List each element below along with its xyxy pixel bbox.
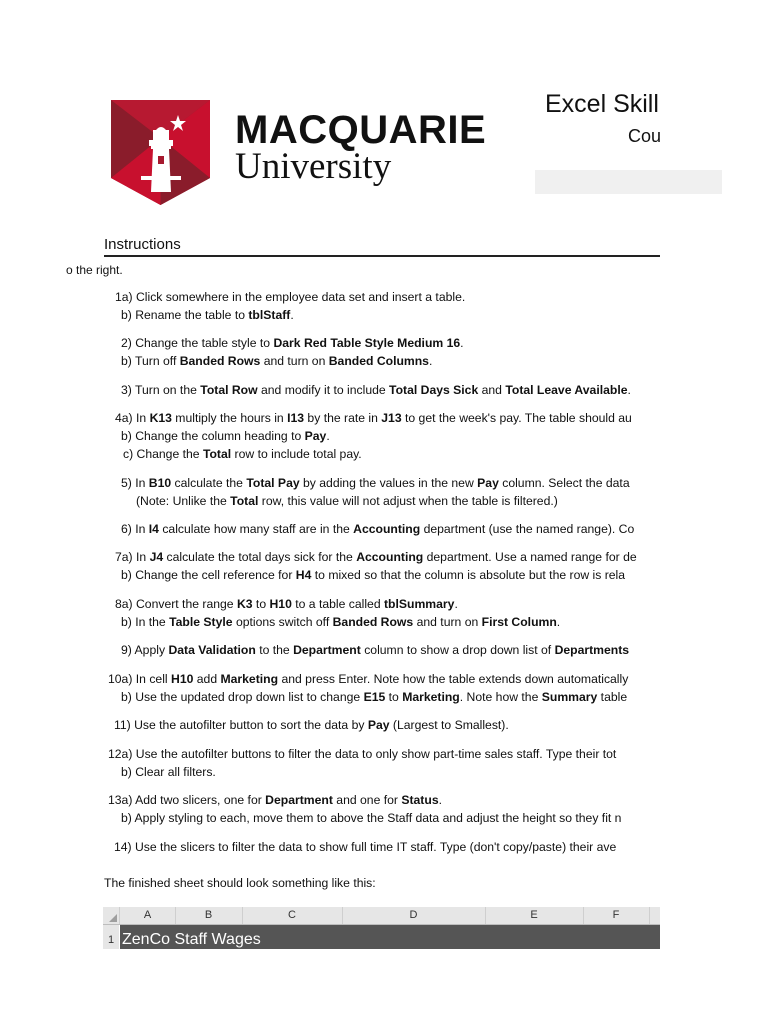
instruction-line: 9) Apply Data Validation to the Department column to show a drop down list of Departments <box>121 643 630 657</box>
instruction-line: 1a) Click somewhere in the employee data set and insert a table. <box>115 290 466 304</box>
instruction-line: 14) Use the slicers to filter the data to show full time IT staff. Type (don't copy/paste) their ave <box>114 840 617 854</box>
corner-triangle-icon <box>109 914 117 922</box>
instruction-line: 6) In I4 calculate how many staff are in the Accounting department (use the named range). Co <box>121 522 635 536</box>
document-subtitle: Cou <box>628 126 662 146</box>
instruction-line: 12a) Use the autofilter buttons to filter the data to only show part-time sales staff. Type their tot <box>108 747 617 761</box>
column-header-e[interactable]: E <box>485 907 584 924</box>
instructions-heading: Instructions <box>104 236 181 253</box>
brand-subtitle: University <box>235 146 392 187</box>
column-header-row <box>103 907 660 925</box>
instruction-line: c) Change the Total row to include total pay. <box>123 447 362 461</box>
instruction-line: b) Apply styling to each, move them to above the Staff data and adjust the height so they fit n <box>121 811 622 825</box>
sheet-title-band <box>120 925 660 949</box>
instruction-line: b) Rename the table to tblStaff. <box>121 308 294 322</box>
instruction-line: b) Clear all filters. <box>121 765 216 779</box>
instruction-line: b) Change the cell reference for H4 to mixed so that the column is absolute but the row is rela <box>121 568 626 582</box>
instruction-line: 8a) Convert the range K3 to H10 to a table called tblSummary. <box>115 597 458 611</box>
instruction-line: b) Turn off Banded Rows and turn on Banded Columns. <box>121 354 433 368</box>
column-header-c[interactable]: C <box>242 907 343 924</box>
brand-name: MACQUARIE <box>235 108 487 152</box>
instruction-line: b) In the Table Style options switch off Banded Rows and turn on First Column. <box>121 615 561 629</box>
instruction-line: 11) Use the autofilter button to sort the data by Pay (Largest to Smallest). <box>114 718 509 732</box>
column-header-f[interactable]: F <box>583 907 650 924</box>
instruction-line: b) Change the column heading to Pay. <box>121 429 330 443</box>
row-number: 1 <box>103 925 119 949</box>
sheet-title: ZenCo Staff Wages <box>122 931 261 948</box>
instruction-line: b) Use the updated drop down list to change E15 to Marketing. Note how the Summary table <box>121 690 628 704</box>
instruction-line: 5) In B10 calculate the Total Pay by adding the values in the new Pay column. Select the data <box>121 476 630 490</box>
select-all-corner <box>103 907 120 924</box>
column-header-a[interactable]: A <box>120 907 176 924</box>
sheet-preview <box>103 907 660 949</box>
column-header-d[interactable]: D <box>342 907 486 924</box>
column-header-b[interactable]: B <box>175 907 243 924</box>
intro-text: o the right. <box>66 263 123 277</box>
instruction-line: 13a) Add two slicers, one for Department and one for Status. <box>108 793 442 807</box>
instruction-line: 7a) In J4 calculate the total days sick for the Accounting department. Use a named range for de <box>115 550 637 564</box>
finished-sheet-label: The finished sheet should look something like this: <box>104 876 376 890</box>
instruction-line: 2) Change the table style to Dark Red Table Style Medium 16. <box>121 336 464 350</box>
instruction-line: (Note: Unlike the Total row, this value will not adjust when the table is filtered.) <box>136 494 558 508</box>
instruction-line: 3) Turn on the Total Row and modify it to include Total Days Sick and Total Leave Available. <box>121 383 631 397</box>
instruction-line: 10a) In cell H10 add Marketing and press Enter. Note how the table extends down automatically <box>108 672 629 686</box>
instruction-line: 4a) In K13 multiply the hours in I13 by the rate in J13 to get the week's pay. The table should au <box>115 411 632 425</box>
document-title: Excel Skill <box>545 90 659 118</box>
